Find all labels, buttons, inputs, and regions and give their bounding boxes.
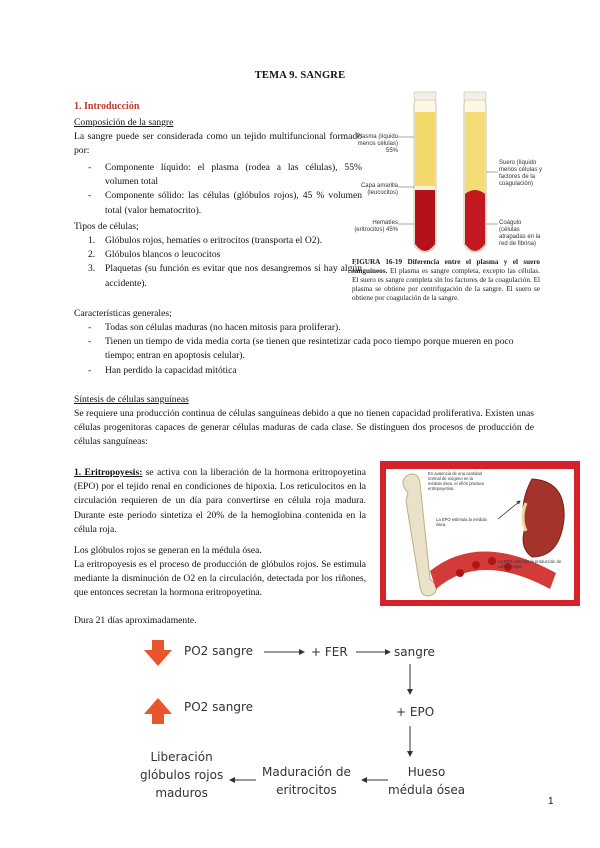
section-heading: 1. Introducción xyxy=(74,101,140,112)
page-number: 1 xyxy=(548,796,554,807)
epo-figure xyxy=(380,461,580,606)
increase-arrow-icon xyxy=(144,698,172,724)
plasma-label: Plasma (líquido menos células) 55% xyxy=(356,134,398,154)
epo-text-bottom: La EPO estimula la producción de células rojas. xyxy=(498,559,562,569)
liberacion-label: Liberación glóbulos rojos maduros xyxy=(140,750,224,800)
epo-text-left: En ausencia de una cantidad normal de oxígeno en la médula ósea, el riñón produce eritropoyetina. xyxy=(428,471,485,491)
po2-up-label: PO2 sangre xyxy=(184,700,254,714)
synthesis-heading: Síntesis de células sanguíneas xyxy=(74,394,189,405)
buffy-coat-label: Capa amarilla (leucocitos) xyxy=(360,183,398,196)
tubes-figure xyxy=(352,82,543,272)
fer-label: + FER xyxy=(311,645,348,659)
page-title: TEMA 9. SANGRE xyxy=(254,70,346,81)
list-item: - Han perdido la capacidad mitótica xyxy=(74,364,534,378)
list-item: - Tienen un tiempo de vida media corta (se tienen que resintetizar cada poco tiempo porque mueren en poco tiempo; entran en apoptosis celular). xyxy=(74,335,534,363)
erythropoiesis-p2: Los glóbulos rojos se generan en la médula ósea. xyxy=(74,545,262,556)
list-item: 3. Plaquetas (su función es evitar que nos desangremos si hay algún accidente). xyxy=(88,263,362,289)
hematies-label: Hematíes (eritrocitos) 45% xyxy=(354,220,398,233)
list-item: - Componente sólido: las células (glóbulos rojos), 45 % volumen total (valor hematocrito). xyxy=(74,189,362,217)
erythropoiesis-text: 1. Eritropoyesis: se activa con la liberación de la hormona eritropoyetina (EPO) por el tejido renal en condiciones de hipoxia. Los reticulocitos en la circulación requieren de un día para convertirse en célula roja madura. Durante este periodo sintetiza el 20% de la hemoglobina contenida en la célula roja. xyxy=(74,467,366,535)
characteristics-heading: Características generales; xyxy=(74,308,172,319)
cell-types-heading: Tipos de células; xyxy=(74,221,139,232)
hueso-label: Hueso médula ósea xyxy=(388,765,466,797)
list-item: 2. Glóbulos blancos o leucocitos xyxy=(88,249,221,261)
composition-intro: La sangre puede ser considerada como un tejido multifuncional formado por: xyxy=(74,131,362,157)
decrease-arrow-icon xyxy=(144,640,172,666)
list-item: - Todas son células maduras (no hacen mitosis para proliferar). xyxy=(74,321,534,335)
maduracion-label: Maduración de eritrocitos xyxy=(262,765,351,797)
composition-list xyxy=(74,161,362,218)
characteristics-list xyxy=(74,321,534,378)
list-item: - Componente líquido: el plasma (rodea a las células), 55% volumen total xyxy=(74,161,362,189)
list-item: 1. Glóbulos rojos, hematíes o eritrocitos (transporta el O2). xyxy=(88,235,323,246)
clot-label: Coágulo (células atrapadas en la red de fibrina) xyxy=(499,220,541,247)
epo-text-right: La EPO estimula la médula ósea. xyxy=(436,517,487,527)
composition-heading: Composición de la sangre xyxy=(74,117,174,128)
cell-types-list xyxy=(74,234,362,291)
po2-down-label: PO2 sangre xyxy=(184,644,254,658)
serum-label: Suero (líquido menos células y factores de la coagulación) xyxy=(499,160,543,187)
erythropoiesis-duration: Dura 21 días aproximadamente. xyxy=(74,615,197,626)
sangre-label: sangre xyxy=(394,645,435,659)
synthesis-text: Se requiere una producción continua de células sanguíneas debido a que no tienen capacidad proliferativa. Existen unas células progenitoras capaces de generar células maduras de cada clase. Se distinguen dos procesos de producción de células sanguíneas: xyxy=(74,408,534,448)
erythropoiesis-p3: La eritropoyesis es el proceso de producción de glóbulos rojos. Se estimula mediante la disminución de O2 en la circulación, detectada por los riñones, que entonces secretan la hormona eritropoyetina. xyxy=(74,559,366,599)
tubes-caption: FIGURA 16-19 Diferencia entre el plasma y el suero sanguíneos. El plasma es sangre completa, excepto las células. El suero es sangre completa sin los factores de la coagulación. El plasma se obtiene por centrifugación de la sangre. El suero se obtiene por coagulación de la sangre. xyxy=(352,258,540,302)
epo-label: + EPO xyxy=(396,705,435,719)
